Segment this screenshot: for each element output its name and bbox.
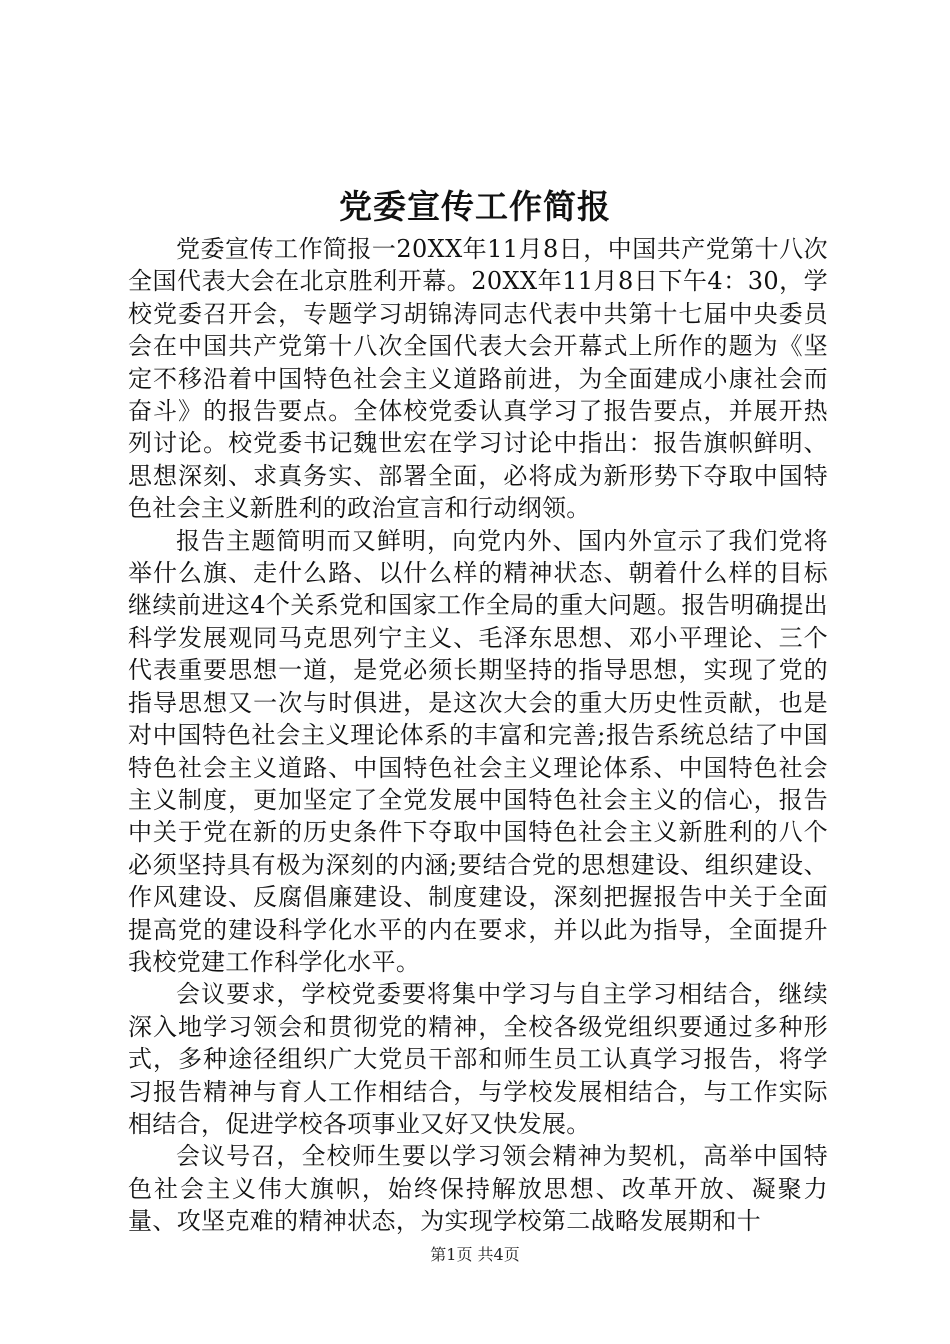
paragraph-4: 会议号召，全校师生要以学习领会精神为契机，高举中国特色社会主义伟大旗帜，始终保持解放思想、改革开放、凝聚力量、攻坚克难的精神状态，为实现学校第二战略发展期和十 [128, 1142, 828, 1236]
document-body [128, 233, 828, 1238]
paragraph-2: 报告主题简明而又鲜明，向党内外、国内外宣示了我们党将举什么旗、走什么路、以什么样的精神状态、朝着什么样的目标继续前进这4个关系党和国家工作全局的重大问题。报告明确提出科学发展观同马克思列宁主义、毛泽东思想、邓小平理论、三个代表重要思想一道，是党必须长期坚持的指导思想，实现了党的指导思想又一次与时俱进，是这次大会的重大历史性贡献，也是对中国特色社会主义理论体系的丰富和完善;报告系统总结了中国特色社会主义道路、中国特色社会主义理论体系、中国特色社会主义制度，更加坚定了全党发展中国特色社会主义的信心，报告中关于党在新的历史条件下夺取中国特色社会主义新胜利的八个必须坚持具有极为深刻的内涵;要结合党的思想建设、组织建设、作风建设、反腐倡廉建设、制度建设，深刻把握报告中关于全面提高党的建设科学化水平的内在要求，并以此为指导，全面提升我校党建工作科学化水平。 [128, 526, 828, 976]
paragraph-3: 会议要求，学校党委要将集中学习与自主学习相结合，继续深入地学习领会和贯彻党的精神，全校各级党组织要通过多种形式，多种途径组织广大党员干部和师生员工认真学习报告，将学习报告精神与育人工作相结合，与学校发展相结合，与工作实际相结合，促进学校各项事业又好又快发展。 [128, 980, 828, 1138]
page-number-footer: 第1页 共4页 [430, 1245, 520, 1264]
document-title: 党委宣传工作简报 [339, 187, 611, 226]
paragraph-1: 党委宣传工作简报一20XX年11月8日，中国共产党第十八次全国代表大会在北京胜利开幕。20XX年11月8日下午4：30，学校党委召开会，专题学习胡锦涛同志代表中共第十七届中央委员会在中国共产党第十八次全国代表大会开幕式上所作的题为《坚定不移沿着中国特色社会主义道路前进，为全面建成小康社会而奋斗》的报告要点。全体校党委认真学习了报告要点，并展开热列讨论。校党委书记魏世宏在学习讨论中指出：报告旗帜鲜明、思想深刻、求真务实、部署全面，必将成为新形势下夺取中国特色社会主义新胜利的政治宣言和行动纲领。 [128, 235, 828, 523]
